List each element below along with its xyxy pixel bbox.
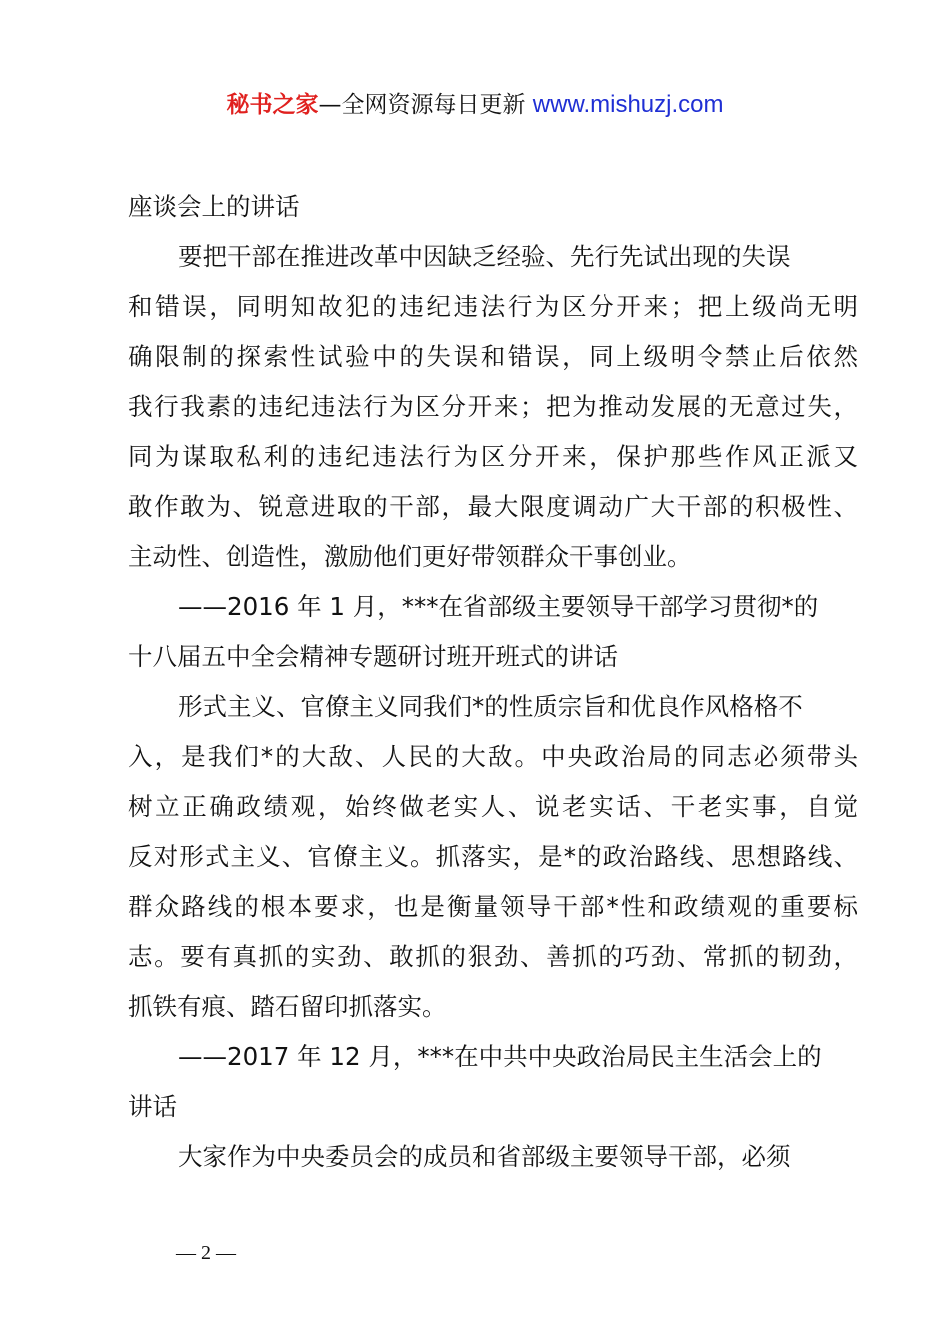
paragraph-first-line: 要把干部在推进改革中因缺乏经验、先行先试出现的失误 — [178, 242, 791, 271]
paragraph-first-line: 形式主义、官僚主义同我们*的性质宗旨和优良作风格格不 — [178, 692, 803, 721]
page-number: — 2 — — [176, 1242, 236, 1264]
brand-name: 秘书之家 — [226, 92, 319, 118]
text-line: 入，是我们*的大敌、人民的大敌。中央政治局的同志必须带头 — [128, 742, 858, 771]
text-line: 群众路线的根本要求，也是衡量领导干部*性和政绩观的重要标 — [128, 892, 858, 921]
header-tagline: —全网资源每日更新 — [318, 92, 533, 118]
text-line: 同为谋取私利的违纪违法行为区分开来，保护那些作风正派又 — [128, 442, 858, 471]
text-line: 树立正确政绩观，始终做老实人、说老实话、干老实事，自觉 — [128, 792, 858, 821]
text-line: 志。要有真抓的实劲、敢抓的狠劲、善抓的巧劲、常抓的韧劲， — [128, 942, 858, 971]
text-line: 主动性、创造性，激励他们更好带领群众干事创业。 — [128, 542, 692, 571]
text-line: 确限制的探索性试验中的失误和错误，同上级明令禁止后依然 — [128, 342, 858, 371]
citation-line: 讲话 — [128, 1092, 177, 1121]
document-body — [128, 182, 858, 1182]
text-line: 和错误，同明知故犯的违纪违法行为区分开来；把上级尚无明 — [128, 292, 858, 321]
text-line: 抓铁有痕、踏石留印抓落实。 — [128, 992, 447, 1021]
citation-line: 十八届五中全会精神专题研讨班开班式的讲话 — [128, 642, 618, 671]
citation-line: ——2016 年 1 月，***在省部级主要领导干部学习贯彻*的 — [178, 592, 819, 621]
paragraph-first-line: 大家作为中央委员会的成员和省部级主要领导干部，必须 — [178, 1142, 791, 1171]
text-line: 座谈会上的讲话 — [128, 192, 300, 221]
citation-line: ——2017 年 12 月，***在中共中央政治局民主生活会上的 — [178, 1042, 822, 1071]
site-header — [0, 88, 950, 122]
text-line: 敢作敢为、锐意进取的干部，最大限度调动广大干部的积极性、 — [128, 492, 858, 521]
text-line: 反对形式主义、官僚主义。抓落实，是*的政治路线、思想路线、 — [128, 842, 858, 871]
site-url-link[interactable]: www.mishuzj.com — [532, 91, 724, 118]
text-line: 我行我素的违纪违法行为区分开来；把为推动发展的无意过失， — [128, 392, 858, 421]
